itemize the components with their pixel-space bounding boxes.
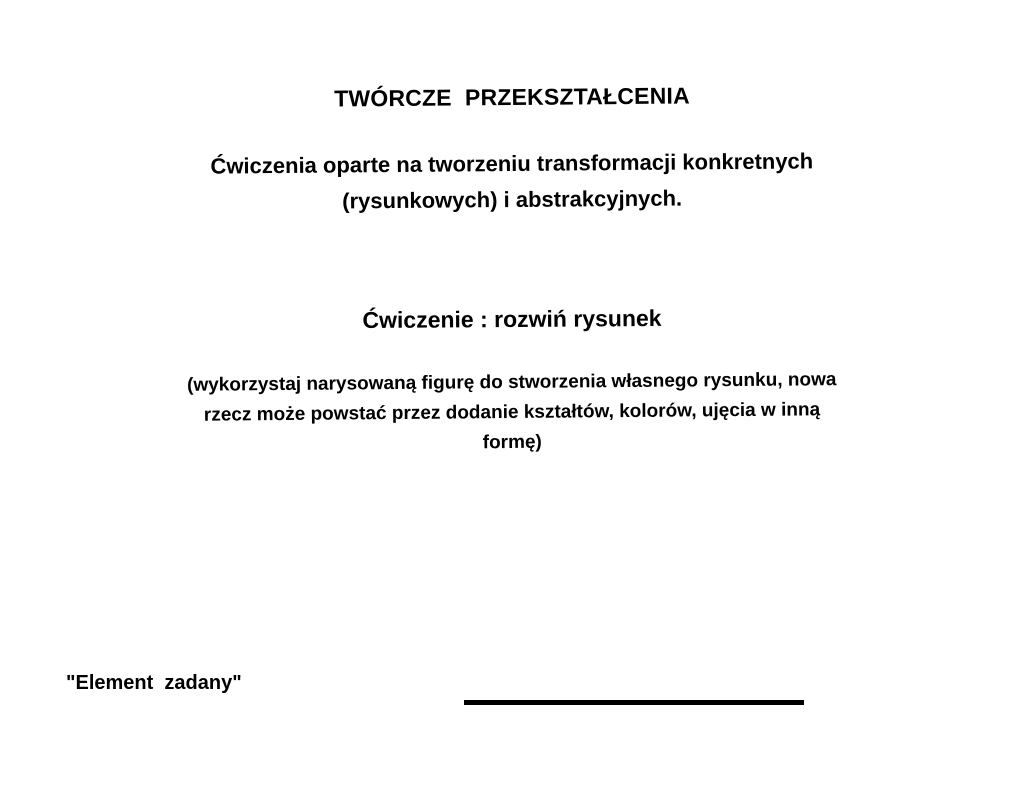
- given-element-line: [464, 700, 804, 705]
- instructions-line: formę): [482, 431, 542, 454]
- page-title: TWÓRCZE PRZEKSZTAŁCENIA: [334, 82, 690, 112]
- exercise-heading: Ćwiczenie : rozwiń rysunek: [362, 304, 662, 334]
- element-label: "Element zadany": [66, 672, 242, 694]
- exercise-instructions: [60, 364, 965, 462]
- subtitle-line: (rysunkowych) i abstrakcyjnych.: [342, 185, 683, 214]
- subtitle: [90, 142, 935, 221]
- subtitle-line: Ćwiczenia oparte na tworzeniu transformacji konkretnych: [210, 148, 814, 179]
- instructions-line: rzecz może powstać przez dodanie kształtów, kolorów, ujęcia w inną: [203, 399, 821, 426]
- instructions-line: (wykorzystaj narysowaną figurę do stworzenia własnego rysunku, nowa: [186, 369, 837, 396]
